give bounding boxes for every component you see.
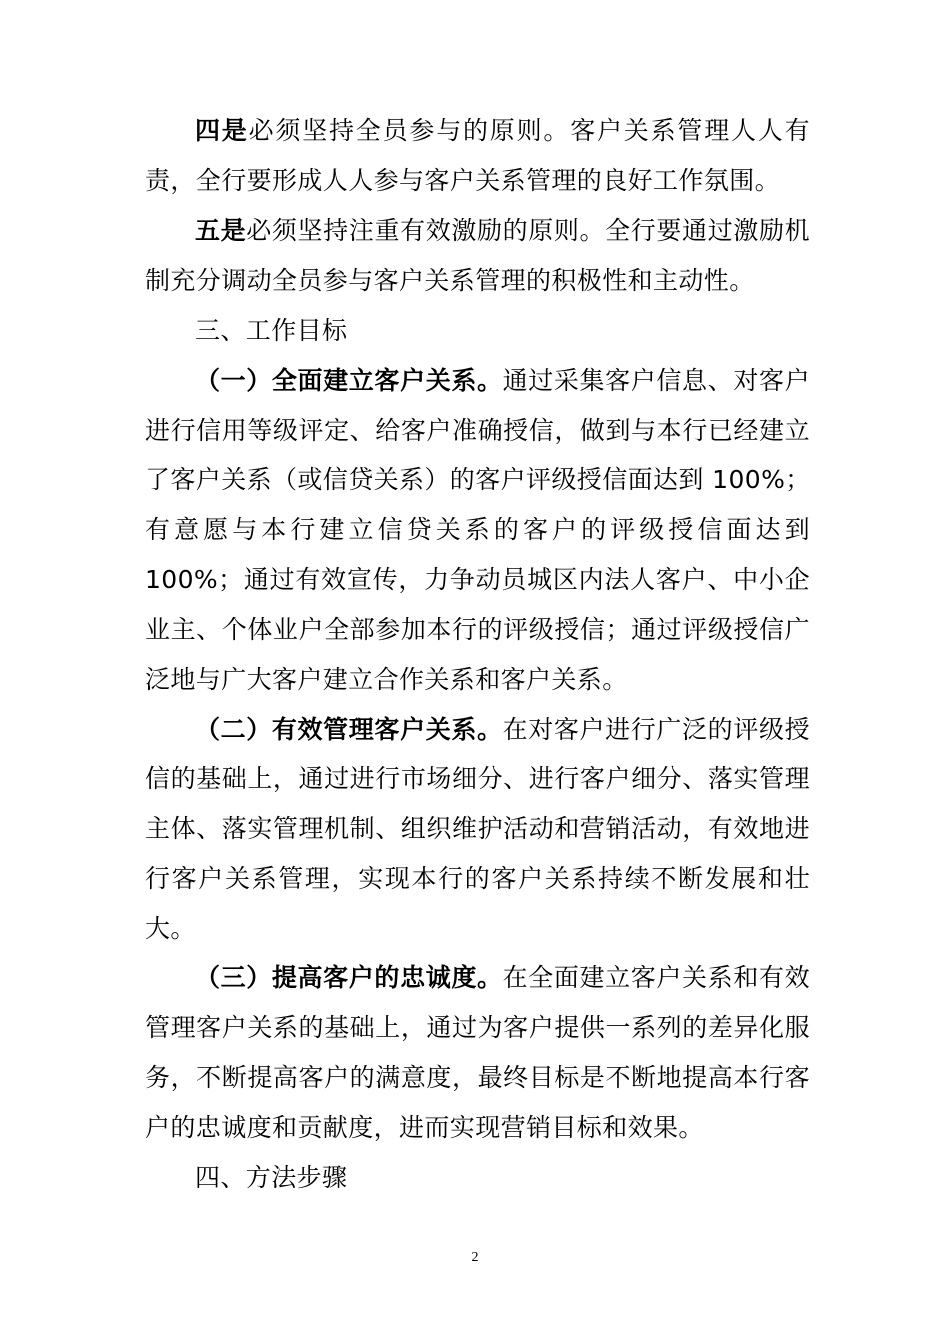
paragraph-principle-5-line-1: 五是必须坚持注重有效激励的原则。全行要通过激励机	[195, 216, 810, 245]
goal-1-line-4: 有意愿与本行建立信贷关系的客户的评级授信面达到	[145, 515, 810, 544]
goal-2-line-3: 主体、落实管理机制、组织维护活动和营销活动，有效地进	[145, 814, 810, 843]
paragraph-principle-4-line-1: 四是必须坚持全员参与的原则。客户关系管理人人有	[195, 116, 810, 145]
goal-2-line-1: （二）有效管理客户关系。在对客户进行广泛的评级授	[195, 715, 810, 744]
goal-2-line-5: 大。	[145, 914, 196, 943]
goal-1-line-6: 业主、个体业户全部参加本行的评级授信；通过评级授信广	[145, 615, 810, 644]
goal-2-line-2: 信的基础上，通过进行市场细分、进行客户细分、落实管理	[145, 764, 810, 793]
goal-3-line-2: 管理客户关系的基础上，通过为客户提供一系列的差异化服	[145, 1013, 810, 1042]
goal-3-line-4: 户的忠诚度和贡献度，进而实现营销目标和效果。	[145, 1113, 704, 1142]
bold-lead: （三）提高客户的忠诚度。	[195, 963, 503, 992]
bold-lead: （一）全面建立客户关系。	[195, 366, 503, 395]
section-heading-methods: 四、方法步骤	[195, 1163, 348, 1192]
page-number: 2	[471, 1250, 479, 1265]
paragraph-principle-5-line-2: 制充分调动全员参与客户关系管理的积极性和主动性。	[145, 266, 755, 295]
goal-1-line-5: 100%；通过有效宣传，力争动员城区内法人客户、中小企	[145, 565, 810, 594]
goal-1-line-7: 泛地与广大客户建立合作关系和客户关系。	[145, 665, 628, 694]
goal-1-line-1: （一）全面建立客户关系。通过采集客户信息、对客户	[195, 366, 810, 395]
goal-1-line-3: 了客户关系（或信贷关系）的客户评级授信面达到 100%；	[145, 465, 811, 494]
bold-lead: 四是	[195, 116, 249, 145]
bold-lead: 五是	[195, 216, 247, 245]
goal-1-line-2: 进行信用等级评定、给客户准确授信，做到与本行已经建立	[145, 416, 810, 445]
bold-lead: （二）有效管理客户关系。	[195, 715, 503, 744]
goal-3-line-1: （三）提高客户的忠诚度。在全面建立客户关系和有效	[195, 963, 810, 992]
goal-2-line-4: 行客户关系管理，实现本行的客户关系持续不断发展和壮	[145, 864, 810, 893]
paragraph-principle-4-line-2: 责，全行要形成人人参与客户关系管理的良好工作氛围。	[145, 166, 781, 195]
section-heading-goals: 三、工作目标	[195, 316, 348, 345]
goal-3-line-3: 务，不断提高客户的满意度，最终目标是不断地提高本行客	[145, 1063, 810, 1092]
